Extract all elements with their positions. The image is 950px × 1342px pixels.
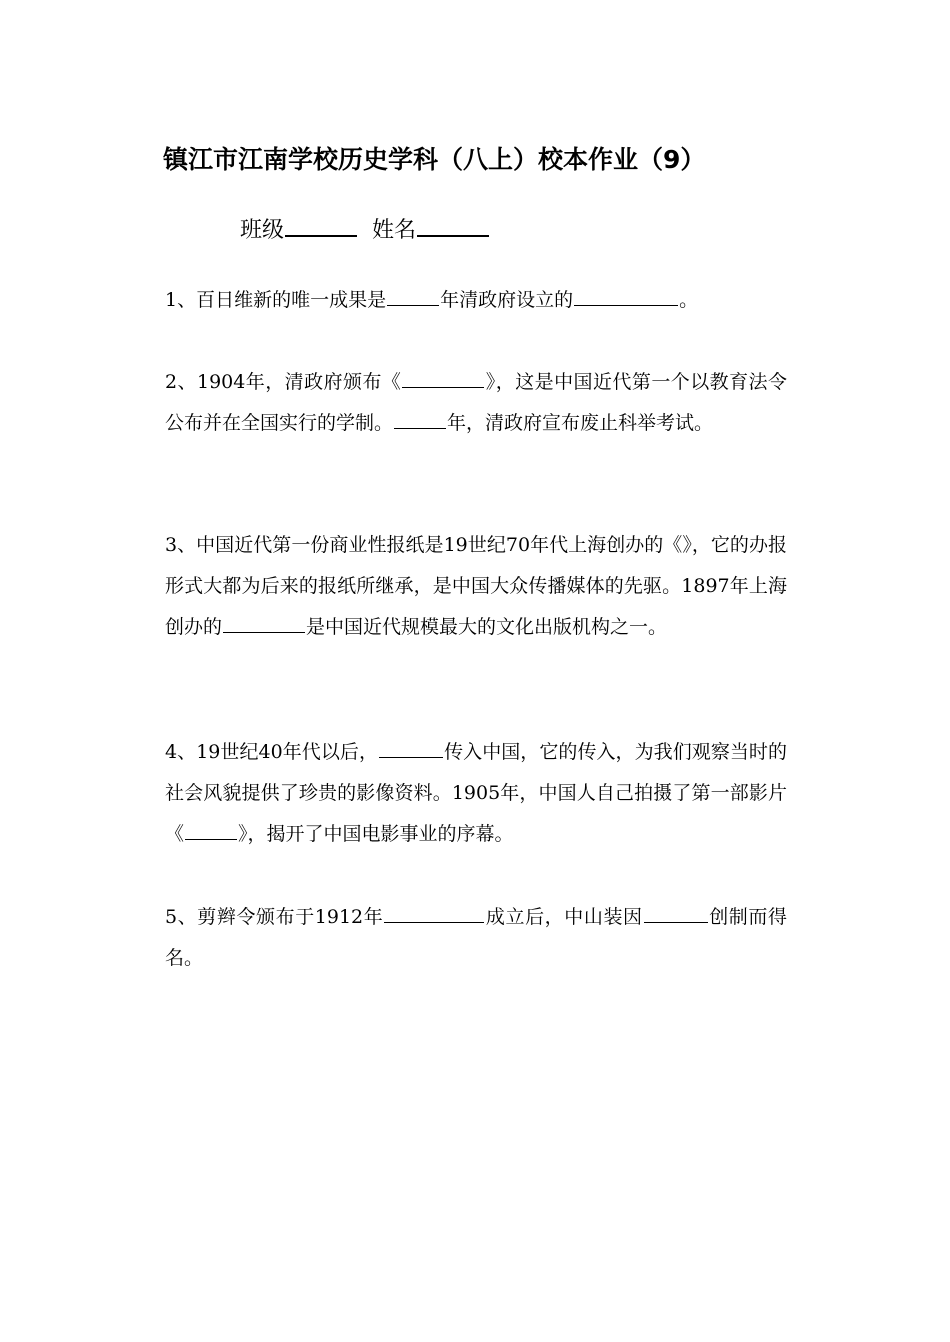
- question-1-blank-1[interactable]: [387, 286, 439, 306]
- question-2: [165, 362, 787, 444]
- question-4-text-1: 4、19世纪40年代以后，: [165, 741, 379, 763]
- student-info-line: [240, 212, 490, 250]
- question-2-blank-2[interactable]: [394, 409, 446, 429]
- question-3-text-1: 3、中国近代第一份商业性报纸是19世纪70年代上海创办的《》，它的办报形式大都为后来的报纸所继承，是中国大众传播媒体的先驱。1897年上海创办的: [165, 534, 787, 638]
- question-3-blank-1[interactable]: [223, 613, 305, 633]
- question-2-text-1: 2、1904年，清政府颁布《: [165, 371, 402, 393]
- question-3-text-2: 是中国近代规模最大的文化出版机构之一。: [306, 616, 668, 638]
- question-1-text-3: 。: [679, 289, 699, 311]
- question-1-text-2: 年清政府设立的: [440, 289, 574, 311]
- question-4-text-2: 传入中国，它的传入，为我们观察当时的社会风貌提供了珍贵的影像资料。1905年，中国人自己拍摄了第一部影片《: [165, 741, 787, 845]
- question-4-blank-1[interactable]: [379, 738, 443, 758]
- name-label: 姓名: [372, 218, 417, 243]
- question-2-text-2: 》，这是中国近代第一个以教育法令公布并在全国实行的学制。: [165, 371, 787, 434]
- question-5: [165, 897, 787, 979]
- question-1-text-1: 1、百日维新的唯一成果是: [165, 289, 387, 311]
- question-1-blank-2[interactable]: [574, 286, 678, 306]
- question-4: [165, 732, 787, 855]
- question-1: [165, 280, 787, 321]
- page-title: 镇江市江南学校历史学科（八上）校本作业（9）: [163, 145, 706, 174]
- class-blank[interactable]: [285, 213, 357, 237]
- question-4-blank-2[interactable]: [185, 820, 237, 840]
- question-2-blank-1[interactable]: [402, 368, 484, 388]
- question-5-text-3: 创制而得名。: [165, 906, 787, 969]
- question-5-text-1: 5、剪辫令颁布于1912年: [165, 906, 384, 928]
- question-4-text-3: 》，揭开了中国电影事业的序幕。: [238, 823, 514, 845]
- class-label: 班级: [240, 218, 285, 243]
- question-5-text-2: 成立后，中山装因: [485, 906, 643, 928]
- name-blank[interactable]: [417, 213, 489, 237]
- question-5-blank-2[interactable]: [644, 903, 708, 923]
- question-2-text-3: 年，清政府宣布废止科举考试。: [447, 412, 714, 434]
- question-5-blank-1[interactable]: [384, 903, 484, 923]
- question-3: [165, 525, 787, 648]
